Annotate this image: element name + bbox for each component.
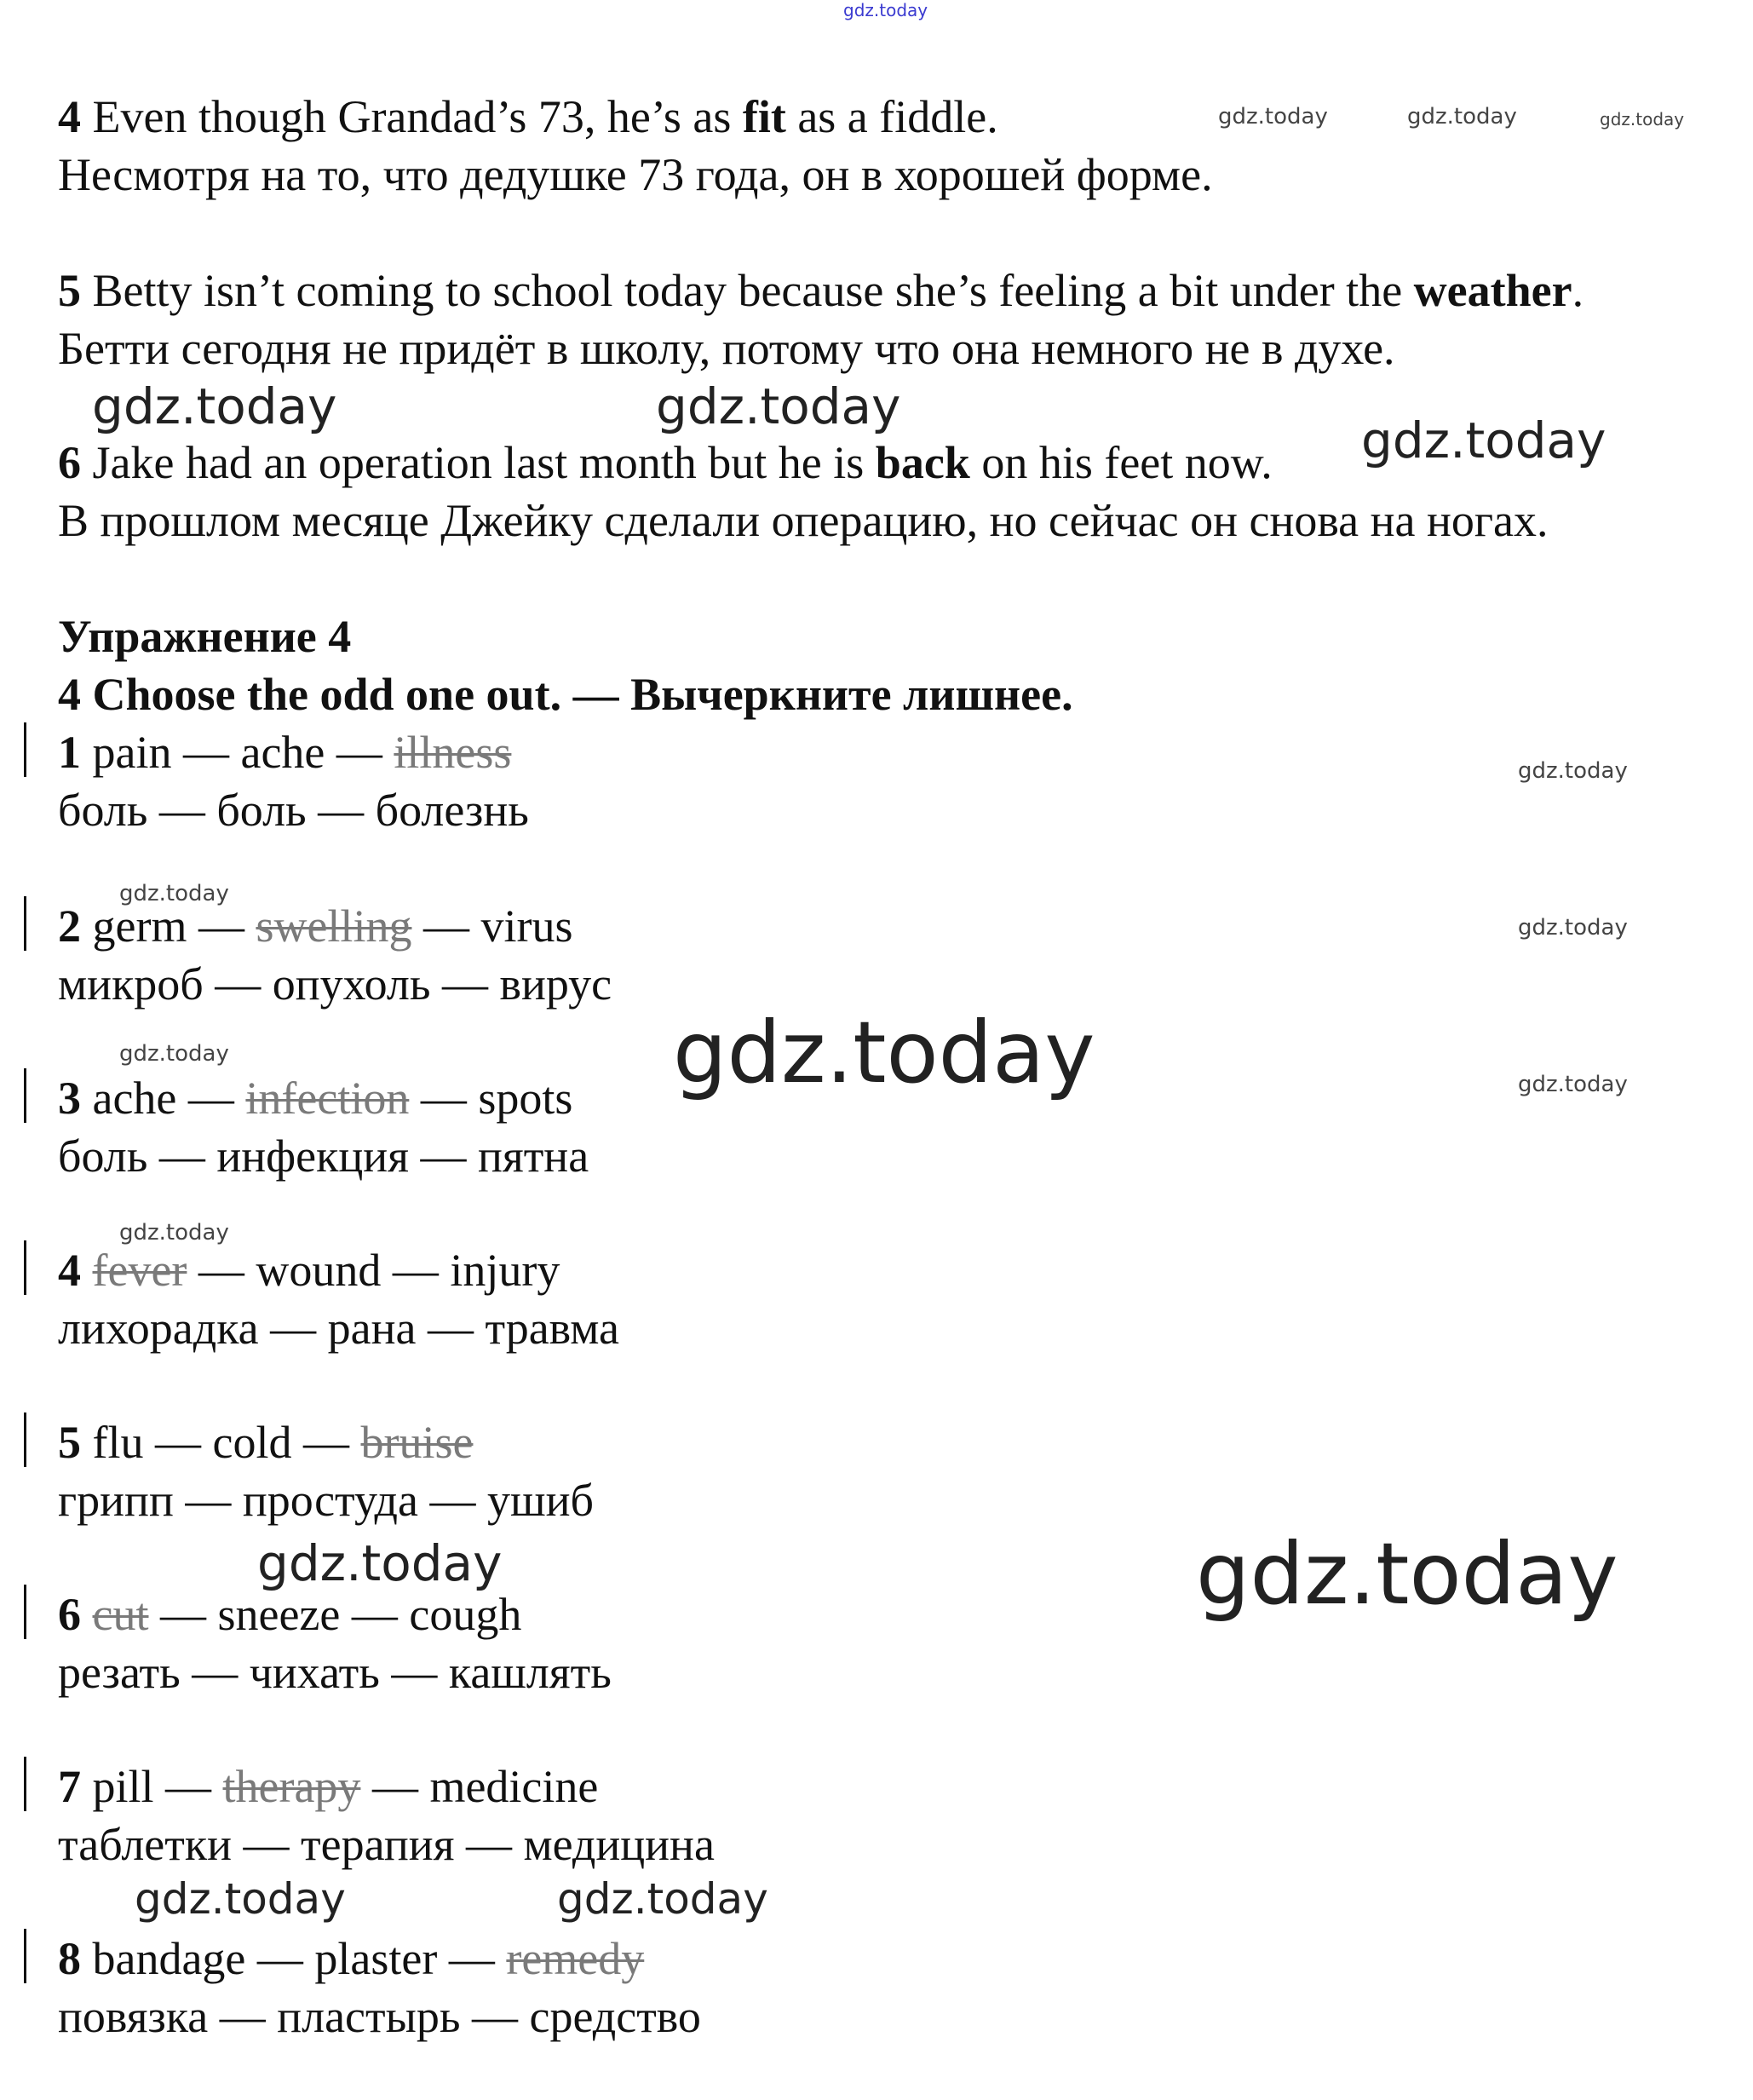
item-number: 2 [58,900,81,952]
watermark: gdz.today [119,1041,229,1067]
dash: — [148,1589,218,1640]
word: pill [92,1761,154,1812]
dash: — [325,727,394,778]
watermark: gdz.today [656,377,901,435]
watermark: gdz.today [1518,758,1628,784]
dash: — [187,900,256,952]
exercise-item-2-ru: микроб — опухоль — вирус [58,958,612,1010]
item-number: 5 [58,1417,81,1468]
dash: — [360,1761,430,1812]
margin-bar [24,1068,26,1123]
margin-bar [24,1929,26,1983]
key-word: back [875,437,970,488]
watermark: gdz.today [119,881,229,906]
watermark: gdz.today [1518,1072,1628,1097]
prev-item-5-en [58,265,1584,316]
word: injury [450,1245,560,1296]
prev-item-5-ru: Бетти сегодня не придёт в школу, потому что она немного не в духе. [58,323,1395,374]
exercise-item-8 [58,1933,645,1984]
word: sneeze [217,1589,341,1640]
exercise-item-4-ru: лихорадка — рана — травма [58,1303,620,1354]
exercise-instruction: 4 Choose the odd one out. — Вычеркните лишнее. [58,669,1073,720]
exercise-item-1-ru: боль — боль — болезнь [58,785,529,836]
exercise-item-5-ru: грипп — простуда — ушиб [58,1475,594,1526]
dash: — [153,1761,223,1812]
exercise-title: Упражнение 4 [58,611,352,662]
word: virus [480,900,573,952]
dash: — [340,1589,410,1640]
watermark: gdz.today [1600,109,1685,129]
item-number: 5 [58,265,81,316]
struck-word: therapy [222,1761,361,1812]
word: medicine [429,1761,599,1812]
exercise-item-6 [58,1589,522,1640]
margin-bar [24,896,26,951]
margin-bar [24,1240,26,1295]
item-number: 6 [58,1589,81,1640]
struck-word: illness [394,727,512,778]
exercise-item-8-ru: повязка — пластырь — средство [58,1991,701,2042]
watermark: gdz.today [557,1874,768,1924]
word: wound [256,1245,382,1296]
word: cough [409,1589,522,1640]
watermark: gdz.today [1407,104,1517,129]
watermark: gdz.today [1361,411,1606,469]
exercise-item-1 [58,727,512,778]
key-word: fit [742,91,786,142]
dash: — [409,1073,479,1124]
watermark: gdz.today [119,1220,229,1246]
sentence-text: . [1572,265,1584,316]
dash: — [245,1933,315,1984]
exercise-item-3-ru: боль — инфекция — пятна [58,1131,589,1182]
word: ache [92,1073,177,1124]
sentence-text: Even though Grandad’s 73, he’s as [81,91,743,142]
item-number: 4 [58,1245,81,1296]
prev-item-4-en [58,91,998,142]
prev-item-4-ru: Несмотря на то, что дедушке 73 года, он в хорошей форме. [58,149,1213,200]
dash: — [143,1417,213,1468]
dash: — [411,900,481,952]
watermark: gdz.today [135,1874,346,1924]
margin-bar [24,722,26,777]
prev-item-6-en [58,437,1273,488]
watermark: gdz.today [92,377,337,435]
dash: — [381,1245,451,1296]
word: cold [212,1417,292,1468]
item-number: 3 [58,1073,81,1124]
struck-word: swelling [256,900,412,952]
exercise-item-3 [58,1073,573,1124]
watermark: gdz.today [1196,1524,1618,1624]
dash: — [171,727,241,778]
item-number: 8 [58,1933,81,1984]
exercise-item-2 [58,900,573,952]
exercise-item-6-ru: резать — чихать — кашлять [58,1647,612,1698]
sentence-text: Betty isn’t coming to school today because she’s feeling a bit under the [81,265,1414,316]
struck-word: bruise [360,1417,474,1468]
struck-word: remedy [506,1933,645,1984]
dash: — [187,1245,256,1296]
sentence-text: on his feet now. [969,437,1273,488]
item-number: 7 [58,1761,81,1812]
item-number: 4 [58,91,81,142]
prev-item-6-ru: В прошлом месяце Джейку сделали операцию, но сейчас он снова на ногах. [58,495,1549,546]
word: flu [92,1417,144,1468]
word: bandage [92,1933,246,1984]
watermark: gdz.today [1518,915,1628,941]
struck-word: cut [92,1589,149,1640]
word: plaster [314,1933,438,1984]
sentence-text: Jake had an operation last month but he is [81,437,876,488]
margin-bar [24,1412,26,1467]
struck-word: infection [245,1073,410,1124]
item-number: 1 [58,727,81,778]
exercise-item-7-ru: таблетки — терапия — медицина [58,1819,715,1870]
exercise-item-4 [58,1245,560,1296]
dash: — [291,1417,361,1468]
struck-word: fever [92,1245,187,1296]
item-number: 6 [58,437,81,488]
dash: — [437,1933,507,1984]
watermark: gdz.today [843,0,928,20]
margin-bar [24,1757,26,1811]
exercise-item-5 [58,1417,474,1468]
word: spots [478,1073,573,1124]
word: ache [240,727,325,778]
word: pain [92,727,172,778]
watermark: gdz.today [673,1003,1095,1102]
word: germ [92,900,187,952]
dash: — [176,1073,246,1124]
sentence-text: as a fiddle. [785,91,998,142]
exercise-item-7 [58,1761,599,1812]
key-word: weather [1413,265,1572,316]
watermark: gdz.today [1218,104,1328,129]
margin-bar [24,1585,26,1639]
watermark: gdz.today [257,1534,503,1592]
